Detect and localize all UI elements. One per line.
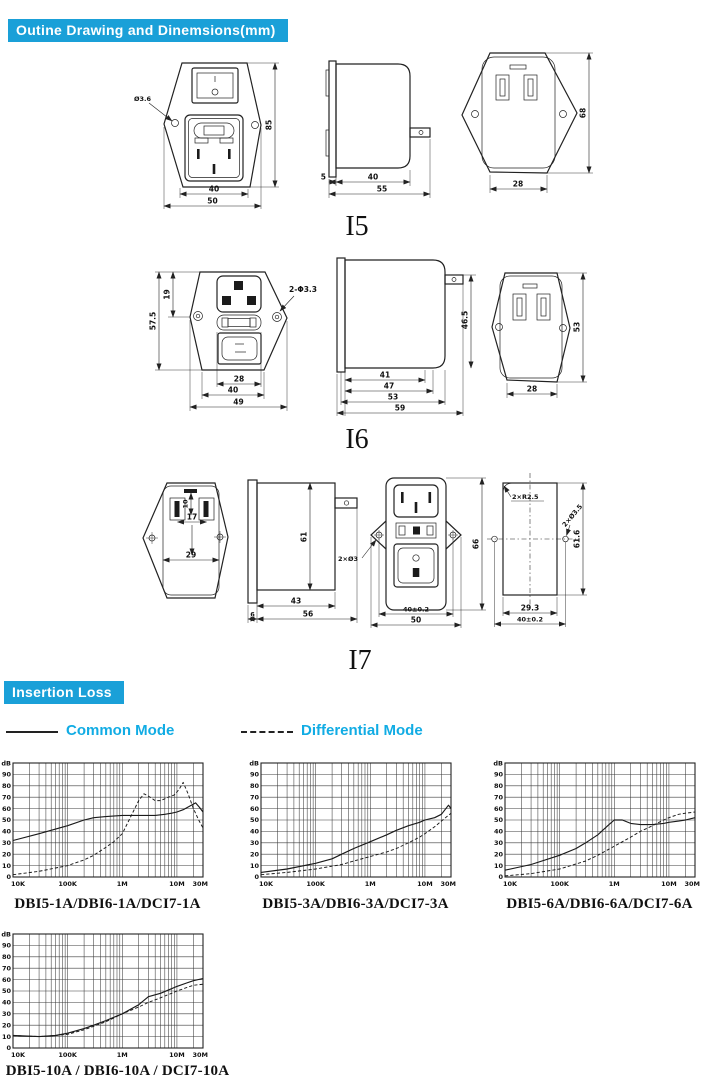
svg-text:30M: 30M <box>192 1051 208 1059</box>
svg-text:70: 70 <box>1 793 11 802</box>
i6-front-view <box>149 272 318 411</box>
section-header-outline-drawing <box>8 19 288 42</box>
i5-drawing-views <box>130 48 630 238</box>
i6-hole-label: 2-Φ3.3 <box>289 285 317 294</box>
svg-text:100K: 100K <box>306 880 325 888</box>
insertion-loss-chart-6a <box>492 755 703 895</box>
section-header-insertion-loss <box>4 681 124 704</box>
svg-text:60: 60 <box>1 975 11 984</box>
i6-drawing-views <box>130 250 630 425</box>
svg-text:60: 60 <box>493 804 503 813</box>
i7-rear-dim-3: 29 <box>185 550 197 560</box>
svg-text:dB: dB <box>493 759 503 768</box>
chart-plot <box>0 755 215 895</box>
svg-text:80: 80 <box>1 953 11 961</box>
i7-rear-dim-2: 17 <box>186 512 198 522</box>
i5-front-dim-w-outer: 50 <box>207 196 218 206</box>
svg-text:30: 30 <box>1 839 11 847</box>
i7-front-dim-w1: 40±0.2 <box>402 605 430 614</box>
i7-cutout-hole-label: 2×Ø3.5 <box>560 502 585 529</box>
svg-text:90: 90 <box>249 770 259 779</box>
i6-side-dim-w3: 53 <box>387 392 399 402</box>
i5-front-view <box>134 63 279 209</box>
svg-text:30M: 30M <box>684 880 700 888</box>
svg-text:70: 70 <box>1 964 11 973</box>
svg-text:50: 50 <box>249 816 259 825</box>
svg-text:90: 90 <box>1 941 11 950</box>
svg-text:50: 50 <box>1 987 11 996</box>
i6-front-dim-w1: 28 <box>233 374 245 384</box>
i7-side-dim-w1: 43 <box>290 596 302 606</box>
svg-text:90: 90 <box>493 770 503 779</box>
svg-text:10K: 10K <box>11 880 26 888</box>
svg-text:30: 30 <box>249 839 259 847</box>
svg-text:80: 80 <box>493 782 503 790</box>
section-header-insertion-text: Insertion Loss <box>12 684 112 700</box>
svg-text:80: 80 <box>249 782 259 790</box>
svg-text:dB: dB <box>1 930 11 939</box>
i7-side-dim-w2: 6 <box>250 610 255 619</box>
svg-text:0: 0 <box>254 873 259 882</box>
i5-rear-view <box>462 53 593 193</box>
chart-caption-10a: DBI5-10A / DBI6-10A / DCI7-10A <box>5 1063 230 1079</box>
svg-text:dB: dB <box>249 759 259 768</box>
legend-differential-mode-line <box>241 731 293 733</box>
i7-cutout-dim-w1: 29.3 <box>520 603 540 613</box>
legend-common-mode-line <box>6 731 58 733</box>
section-header-outline-text: Outine Drawing and Dinemsions(mm) <box>16 22 276 38</box>
i6-front-dim-h-inner: 19 <box>162 289 172 300</box>
svg-text:100K: 100K <box>58 880 77 888</box>
svg-text:30M: 30M <box>192 880 208 888</box>
svg-text:30: 30 <box>1 1010 11 1018</box>
legend-common-mode-label: Common Mode <box>66 722 175 739</box>
i7-cutout-corner-label: 2×R2.5 <box>512 493 539 501</box>
chart-caption-1a: DBI5-1A/DBI6-1A/DCI7-1A <box>14 896 201 912</box>
i7-hole-label: 2×Ø3 <box>338 555 359 563</box>
svg-text:10K: 10K <box>259 880 274 888</box>
i7-cutout-dim-w2: 40±0.2 <box>516 615 544 624</box>
svg-text:30M: 30M <box>440 880 456 888</box>
svg-text:0: 0 <box>6 873 11 882</box>
i7-side-dim-h: 61 <box>299 531 309 543</box>
svg-text:1M: 1M <box>364 880 376 888</box>
svg-text:20: 20 <box>1 1021 11 1030</box>
i5-rear-dim-w: 28 <box>512 179 524 189</box>
svg-text:50: 50 <box>493 816 503 825</box>
svg-text:10M: 10M <box>417 880 433 888</box>
i7-front-dim-h: 66 <box>471 538 481 550</box>
svg-text:40: 40 <box>1 827 11 836</box>
i7-drawing-views <box>130 465 630 650</box>
svg-text:0: 0 <box>498 873 503 882</box>
i6-side-dim-h: 46.5 <box>460 310 470 330</box>
svg-text:80: 80 <box>1 782 11 790</box>
i7-rear-dim-1: 10 <box>181 499 190 509</box>
svg-text:40: 40 <box>249 827 259 836</box>
svg-text:10M: 10M <box>661 880 677 888</box>
i6-side-dim-w4: 59 <box>394 403 406 413</box>
svg-text:30: 30 <box>493 839 503 847</box>
svg-text:20: 20 <box>1 850 11 859</box>
svg-text:60: 60 <box>249 804 259 813</box>
i7-front-dim-w2: 50 <box>410 615 422 625</box>
chart-caption-6a: DBI5-6A/DBI6-6A/DCI7-6A <box>506 896 693 912</box>
svg-text:20: 20 <box>249 850 259 859</box>
i7-cutout-dim-h: 61.6 <box>572 529 582 549</box>
i7-rear-view <box>143 483 228 598</box>
svg-text:100K: 100K <box>58 1051 77 1059</box>
svg-text:1M: 1M <box>116 1051 128 1059</box>
svg-text:20: 20 <box>493 850 503 859</box>
i6-front-dim-h-outer: 57.5 <box>148 311 158 331</box>
svg-text:90: 90 <box>1 770 11 779</box>
chart-caption-3a: DBI5-3A/DBI6-3A/DCI7-3A <box>262 896 449 912</box>
i5-front-dim-h: 85 <box>264 119 274 131</box>
i6-side-dim-w1: 41 <box>379 370 391 380</box>
svg-text:10K: 10K <box>11 1051 26 1059</box>
i6-rear-dim-h: 53 <box>572 321 582 333</box>
series-label-i7: I7 <box>348 645 372 676</box>
chart-plot <box>0 926 215 1066</box>
i5-hole-label: Ø3.6 <box>134 95 152 103</box>
i5-side-view <box>321 61 430 198</box>
i5-side-dim-body: 40 <box>367 172 379 182</box>
svg-text:100K: 100K <box>550 880 569 888</box>
i7-side-dim-w3: 56 <box>302 609 314 619</box>
svg-text:dB: dB <box>1 759 11 768</box>
i5-rear-dim-h: 68 <box>578 107 588 119</box>
i6-rear-view <box>492 273 587 398</box>
i5-side-dim-total: 55 <box>376 184 388 194</box>
svg-text:40: 40 <box>1 998 11 1007</box>
i6-rear-dim-w: 28 <box>526 384 538 394</box>
svg-text:1M: 1M <box>116 880 128 888</box>
chart-plot <box>492 755 703 895</box>
insertion-loss-chart-10a <box>0 926 215 1066</box>
i6-side-dim-w2: 47 <box>383 381 395 391</box>
insertion-loss-chart-3a <box>248 755 463 895</box>
legend-differential-mode-label: Differential Mode <box>301 722 423 739</box>
chart-plot <box>248 755 463 895</box>
svg-text:10M: 10M <box>169 880 185 888</box>
insertion-loss-chart-1a <box>0 755 215 895</box>
i6-front-dim-w3: 49 <box>233 397 244 407</box>
svg-text:50: 50 <box>1 816 11 825</box>
series-label-i6: I6 <box>345 424 369 455</box>
i6-side-view <box>337 258 476 416</box>
svg-text:10K: 10K <box>503 880 518 888</box>
i5-front-dim-w-inner: 40 <box>208 184 220 194</box>
svg-text:0: 0 <box>6 1044 11 1053</box>
i7-side-view <box>248 480 357 623</box>
svg-text:10M: 10M <box>169 1051 185 1059</box>
series-label-i5: I5 <box>345 211 369 242</box>
svg-text:10: 10 <box>1 1032 11 1041</box>
svg-text:60: 60 <box>1 804 11 813</box>
i5-side-dim-flange: 5 <box>320 172 326 182</box>
svg-text:10: 10 <box>1 861 11 870</box>
i7-front-view <box>338 478 486 628</box>
svg-text:10: 10 <box>493 861 503 870</box>
svg-text:10: 10 <box>249 861 259 870</box>
svg-text:1M: 1M <box>608 880 620 888</box>
i7-panel-cutout-view <box>487 473 587 627</box>
svg-text:70: 70 <box>249 793 259 802</box>
svg-text:70: 70 <box>493 793 503 802</box>
i6-front-dim-w2: 40 <box>227 385 239 395</box>
svg-text:40: 40 <box>493 827 503 836</box>
